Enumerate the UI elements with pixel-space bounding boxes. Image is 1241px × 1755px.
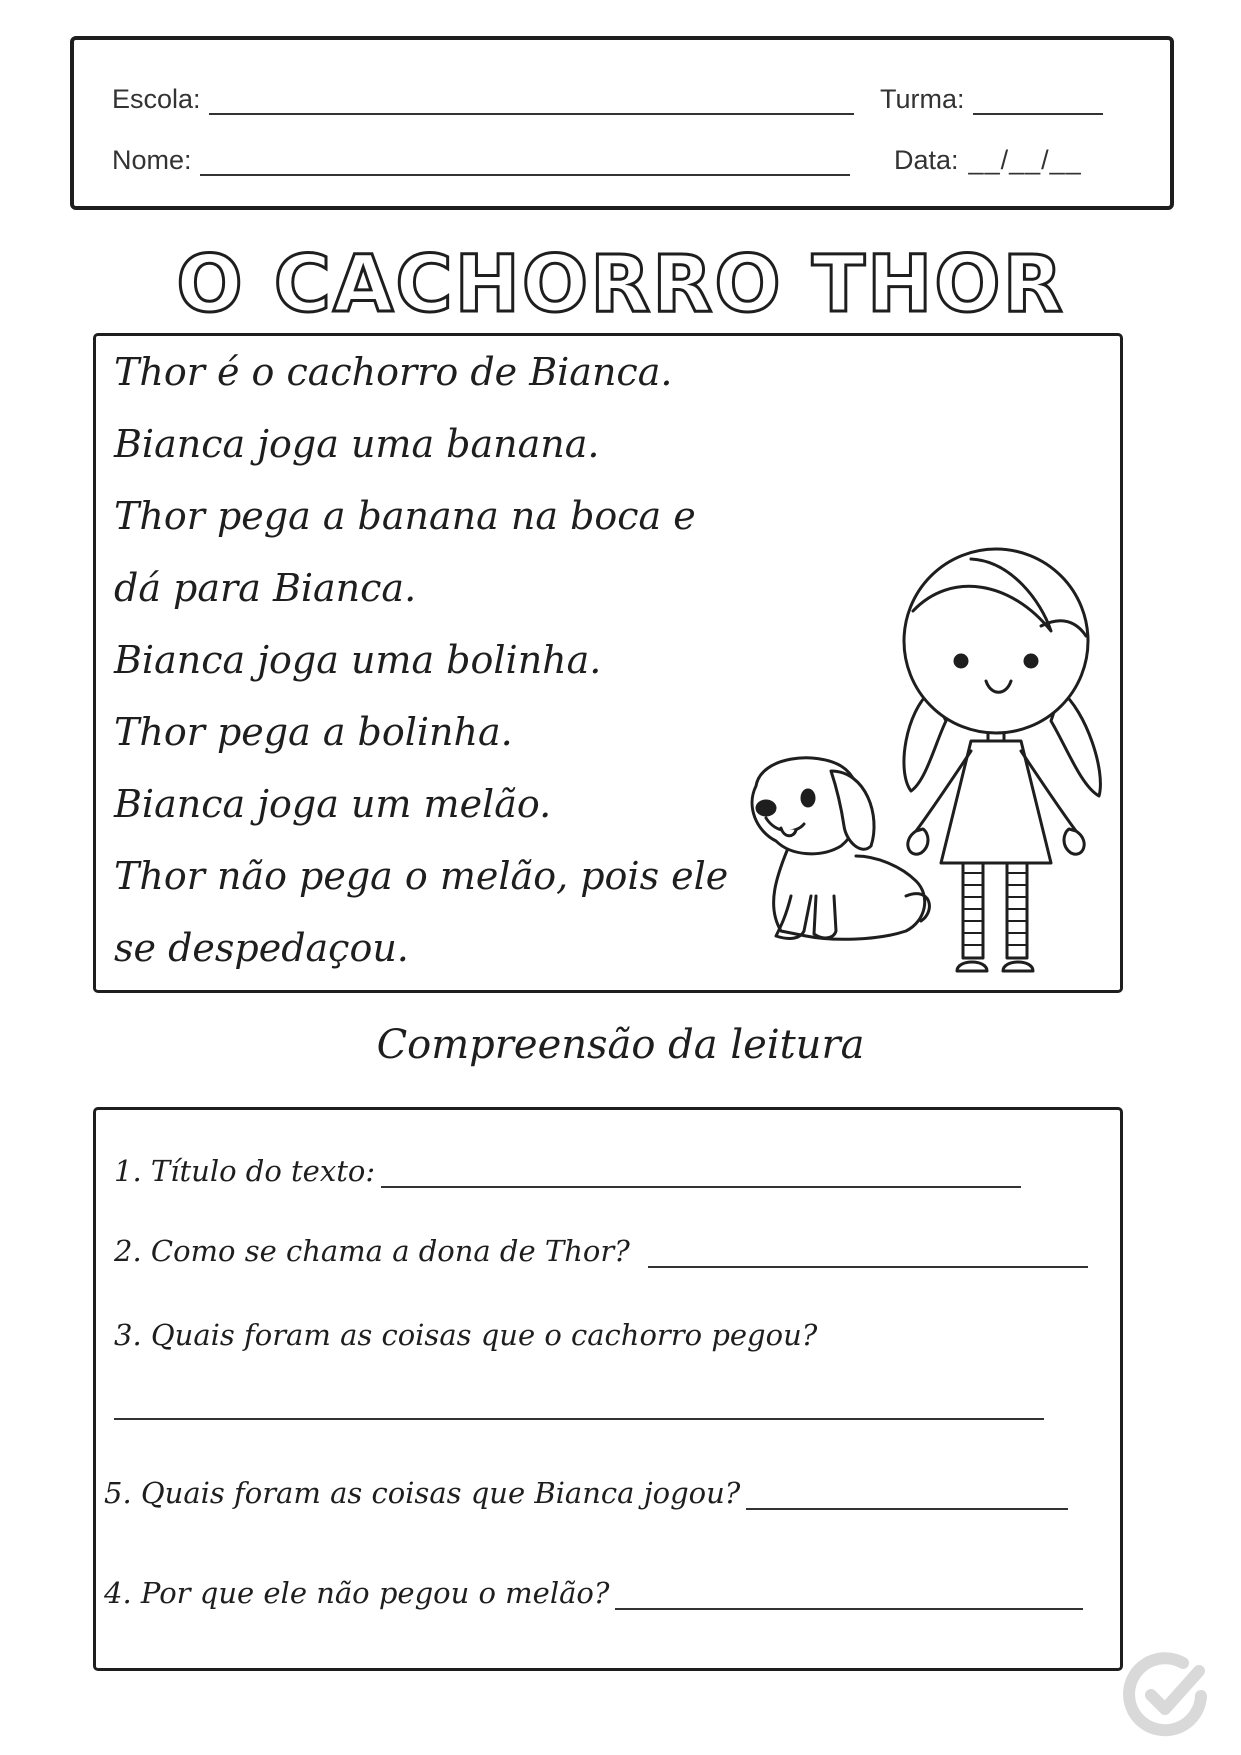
story-line: Bianca joga um melão.: [114, 782, 552, 826]
story-line: se despedaçou.: [114, 926, 409, 970]
question-3: [114, 1318, 817, 1352]
date-blanks[interactable]: __/__/__: [968, 145, 1082, 175]
class-field: [880, 84, 1103, 115]
story-line: Bianca joga uma banana.: [114, 422, 600, 466]
story-line: Thor pega a bolinha.: [114, 710, 513, 754]
checkmark-logo-icon: [1123, 1651, 1213, 1741]
section-title: Compreensão da leitura: [376, 1022, 865, 1068]
answer-line[interactable]: [648, 1244, 1088, 1268]
school-input-line[interactable]: [209, 89, 854, 115]
question-1: [114, 1154, 1021, 1188]
question-4: [104, 1576, 1083, 1610]
story-line: Thor não pega o melão, pois ele: [114, 854, 729, 898]
question-text: 5. Quais foram as coisas que Bianca jogou?: [104, 1476, 741, 1510]
date-label: Data:: [894, 145, 959, 175]
school-label: Escola:: [112, 84, 201, 114]
story-box: [93, 333, 1123, 993]
story-line: Bianca joga uma bolinha.: [114, 638, 602, 682]
dog-illustration: [736, 746, 946, 946]
student-info-box: [70, 36, 1174, 210]
class-input-line[interactable]: [973, 89, 1103, 115]
class-label: Turma:: [880, 84, 965, 114]
story-line: Thor pega a banana na boca e: [114, 494, 696, 538]
question-2: [114, 1234, 1088, 1268]
questions-box: [93, 1107, 1123, 1671]
answer-line[interactable]: [746, 1486, 1068, 1510]
question-text: 4. Por que ele não pegou o melão?: [104, 1576, 610, 1610]
name-input-line[interactable]: [200, 150, 850, 176]
page-title: O CACHORRO THOR: [176, 240, 1065, 330]
question-text: 3. Quais foram as coisas que o cachorro pegou?: [114, 1318, 818, 1352]
answer-line[interactable]: [615, 1586, 1083, 1610]
name-field: [112, 145, 850, 176]
answer-line[interactable]: [114, 1418, 1044, 1420]
date-field: [894, 145, 1082, 176]
story-line: dá para Bianca.: [114, 566, 417, 610]
name-label: Nome:: [112, 145, 192, 175]
answer-line[interactable]: [381, 1164, 1021, 1188]
question-text: 2. Como se chama a dona de Thor?: [114, 1234, 630, 1268]
question-text: 1. Título do texto:: [114, 1154, 376, 1188]
school-field: [112, 84, 854, 115]
question-5: [104, 1476, 1068, 1510]
story-line: Thor é o cachorro de Bianca.: [114, 350, 673, 394]
